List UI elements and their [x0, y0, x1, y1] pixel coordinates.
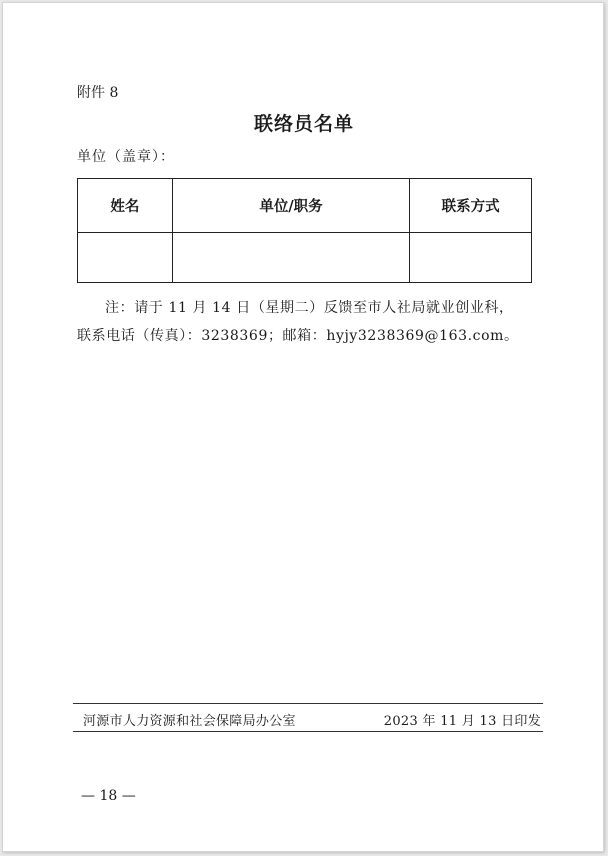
table-row — [78, 233, 532, 283]
document-page — [2, 2, 604, 852]
note-line-2: 联系电话（传真）：3238369；邮箱：hyjy3238369@163.com。 — [77, 328, 519, 344]
note-line-1: 注：请于 11 月 14 日（星期二）反馈至市人社局就业创业科， — [105, 300, 514, 316]
footer-top-rule — [73, 703, 543, 704]
issue-date: 2023 年 11 月 13 日印发 — [383, 714, 541, 729]
cell-name — [78, 233, 173, 283]
cell-contact — [410, 233, 532, 283]
header-contact: 联系方式 — [410, 179, 532, 233]
issuer-name: 河源市人力资源和社会保障局办公室 — [83, 714, 296, 729]
header-name: 姓名 — [78, 179, 173, 233]
document-title: 联络员名单 — [253, 113, 354, 135]
attachment-label: 附件 8 — [77, 85, 119, 101]
cell-unit-position — [172, 233, 409, 283]
header-unit-position: 单位/职务 — [172, 179, 409, 233]
footer-bottom-rule — [73, 731, 543, 732]
table-header-row — [78, 179, 532, 233]
unit-seal-label: 单位（盖章）： — [77, 149, 175, 165]
contact-roster-table — [77, 178, 532, 283]
page-number: — 18 — — [81, 788, 136, 804]
